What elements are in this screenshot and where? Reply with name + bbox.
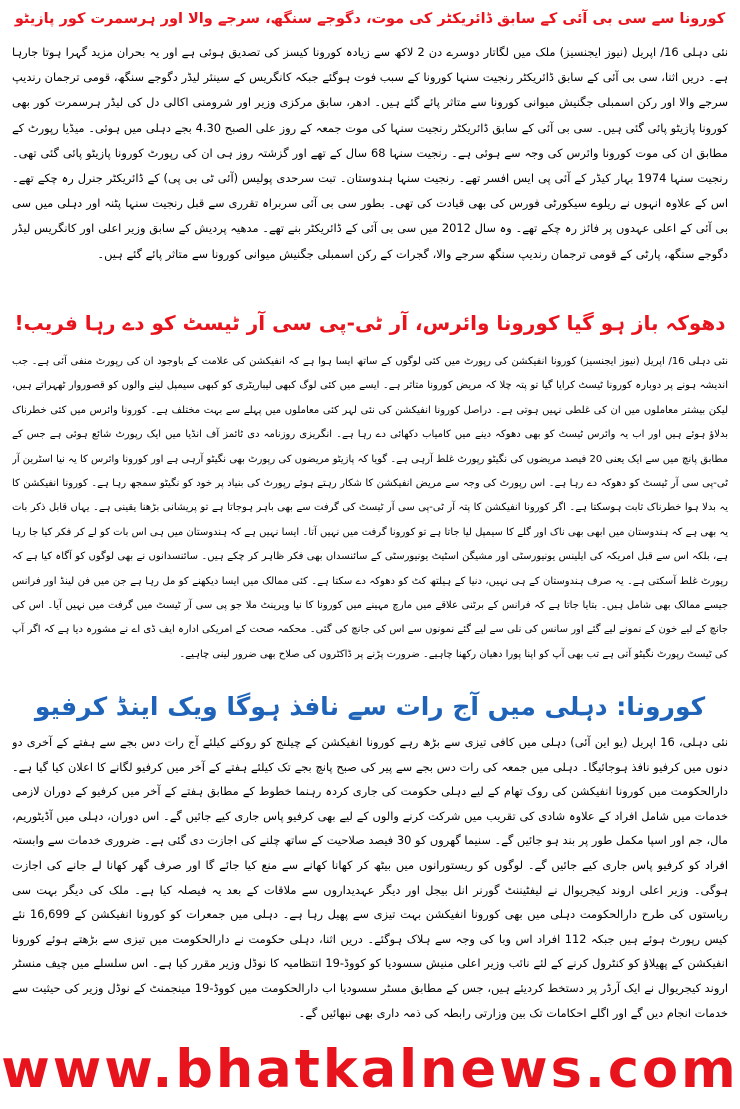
article-2-headline: دھوکہ باز ہو گیا کورونا وائرس، آر ٹی-پی سی آر ٹیسٹ کو دے رہا فریب! <box>14 311 726 335</box>
article-1-headline: کورونا سے سی بی آئی کے سابق ڈائریکٹر کی موت، دگوجے سنگھ، سرجے والا اور ہرسمرت کور پازیٹو <box>14 11 726 27</box>
article-2-body: نئی دہلی 16/ اپریل (نیوز ایجنسیز) کورونا انفیکشن کی رپورٹ میں کئی لوگوں کے ساتھ ایسا ہوا ہے کہ انفیکشن کی علامت کے باوجود ان کی رپورٹ منفی آئی ہے۔ جب اندیشہ ہونے پر دوبارہ کورونا ٹیسٹ کرایا گیا تو پتہ چلا کہ مریض کورونا متاثر ہے۔ ایسے میں کئی لوگ کبھی لیباریٹری کو کبھی سیمپل لینے والوں کو قصوروار ٹھہراتے ہیں، لیکن بیشتر معاملوں میں ان کی غلطی نہیں ہوتی ہے۔ دراصل کورونا انفیکشن کی نئی لہر کئی معاملوں میں پہلے سے بہت مختلف ہے۔ کورونا وائرس میں کئی خطرناک بدلاؤ ہوئے ہیں اور اب یہ وائرس ٹیسٹ کو بھی دھوکہ دینے میں کامیاب دکھائی دے رہا ہے۔ انگریزی روزنامہ دی ٹائمز آف انڈیا میں ایک رپورٹ شائع ہوئی ہے جس کے مطابق پانچ میں سے ایک یعنی 20 فیصد مریضوں کی نگیٹو رپورٹ غلط آرہی ہے۔ گویا کہ پازیٹو مریضوں کی رپورٹ بھی نگیٹو آرہی ہے اور کورونا وائرس کا یہ نیا اسٹرین آر ٹی-پی سی آر ٹیسٹ کو دھوکہ دے رہا ہے۔ اس رپورٹ کی وجہ سے مریض انفیکشن کا شکار رہتے ہوئے رپورٹ کی بنیاد پر خود کو نگیٹو سمجھ رہا ہے۔ کورونا انفیکشن کا یہ بدلا ہوا خطرناک ثابت ہوسکتا ہے۔ اگر کورونا انفیکشن کا پتہ آر ٹی-پی سی آر ٹیسٹ کی گرفت سے بھی باہر ہوجاتا ہے تو پریشانی بڑھنا یقینی ہے۔ یہاں قابل ذکر بات یہ بھی ہے کہ ہندوستان میں ابھی بھی ناک اور گلے کا سیمپل لیا جاتا ہے تو کورونا گرفت میں نہیں آتا۔ ایسا نہیں ہے کہ ہندوستان میں ہی اس بات کو لے کر فکر کیا جا رہا ہے، بلکہ اس سے قبل امریکہ کی ایلینس یونیورسٹی اور مشیگن اسٹیٹ یونیورسٹی کے سائنسداں بھی فکر ظاہر کر چکے ہیں۔ سائنسدانوں نے بھی لوگوں کو آگاہ کیا ہے کہ رپورٹ غلط آسکتی ہے۔ یہ صرف ہندوستان کے ہی نہیں، دنیا کے ہیلتھ کٹ کو دھوکہ دے سکتا ہے۔ کئی ممالک میں ایسا دیکھنے کو مل رہا ہے جن میں فن لینڈ اور فرانس جیسے ممالک بھی شامل ہیں۔ بتایا جاتا ہے کہ فرانس کے برٹنی علاقے میں مارچ مہینے میں کورونا کا نیا ویرینٹ ملا جو پی سی آر ٹیسٹ میں گرفت میں نہیں آیا۔ اس کی جانچ کے لیے خون کے نمونے لیے گئے اور سانس کی نلی سے لیے گئے نمونوں سے اس کی جانچ کی گئی۔ محکمہ صحت کے امریکی ادارہ ایف ڈی اے نے مشورہ دیا ہے کہ اگر آپ کی ٹیسٹ رپورٹ نگیٹو آتی ہے تب بھی آپ کو اپنا پورا دھیان رکھنا چاہیے۔ ضرورت پڑنے پر ڈاکٹروں کی صلاح بھی ضرور لینی چاہیے۔ <box>12 356 728 660</box>
article-1-body: نئی دہلی 16/ اپریل (نیوز ایجنسیز) ملک میں لگاتار دوسرے دن 2 لاکھ سے زیادہ کورونا کیسز کی تصدیق ہوئی ہے اور یہ بحران مزید گہرا ہوتا جارہا ہے۔ دریں اثنا، سی بی آئی کے سابق ڈائریکٹر رنجیت سنہا کورونا کے سبب فوت ہوگئے جبکہ کانگریس کے سینئر لیڈر دگوجے سنگھ، قومی ترجمان رندیپ سرجے والا اور رکن اسمبلی جگنیش میوانی کورونا سے متاثر پائے گئے ہیں۔ ادھر، سابق مرکزی وزیر اور شرومنی اکالی دل کی لیڈر ہرسمرت کور بھی کورونا پازیٹو پائی گئی ہیں۔ سی بی آئی کے سابق ڈائریکٹر رنجیت سنہا کی موت جمعہ کے روز علی الصبح 4.30 بجے دہلی میں ہوئی۔ میڈیا رپورٹ کے مطابق ان کی موت کورونا وائرس کی وجہ سے ہوئی ہے۔ رنجیت سنہا 68 سال کے تھے اور گزشتہ روز ہی ان کی رپورٹ کورونا پازیٹو پائی گئی تھی۔ رنجیت سنہا 1974 بہار کیڈر کے آئی پی ایس افسر تھے۔ رنجیت سنہا ہندوستان۔ تبت سرحدی پولیس (آئی ٹی بی پی) کے ڈائریکٹر جنرل رہ چکے تھے۔ اس کے علاوہ انہوں نے ریلوے سیکورٹی فورس کی بھی قیادت کی تھی۔ بطور سی بی آئی سربراہ تقرری سے قبل رنجیت سنہا پٹنہ اور دہلی میں سی بی آئی کے اعلی عہدوں پر فائز رہ چکے تھے۔ وہ سال 2012 میں سی بی آئی کے ڈائریکٹر بنے تھے۔ مدھیہ پردیش کے سابق وزیر اعلی اور کانگریس لیڈر دگوجے سنگھ، پارٹی کے قومی ترجمان رندیپ سنگھ سرجے والا، گجرات کے رکن اسمبلی جگنیش میوانی کورونا سے متاثر پائے گئے ہیں۔ <box>12 45 728 261</box>
website-url-banner: www.bhatkalnews.com <box>1 1039 739 1100</box>
article-3-body: نئی دہلی، 16 اپریل (یو این آئی) دہلی میں کافی تیزی سے بڑھ رہے کورونا انفیکشن کے چیلنج کو روکنے کیلئے آج رات دس بجے سے ہفتے کے آخری دو دنوں میں کرفیو نافذ ہوجائیگا۔ دہلی میں جمعہ کی رات دس بجے سے پیر کی صبح پانچ بجے تک کیلئے ہفتے کے آخر میں کرفیو لگانے کا اعلان کیا گیا ہے۔ دارالحکومت میں کورونا انفیکشن کی روک تھام کے لیے دہلی حکومت کی جاری کردہ رہنما خطوط کے مطابق ہفتے کے آخر میں کرفیو کے دوران لازمی خدمات میں شامل افراد کے علاوہ شادی کی تقریب میں شرکت کرنے والوں کے لیے بھی کرفیو پاس جاری کیے جائیں گے۔ اس دوران، دہلی میں آڈیٹوریم، مال، جم اور اسپا مکمل طور پر بند ہو جائیں گے۔ سنیما گھروں کو 30 فیصد صلاحیت کے ساتھ چلنے کی اجازت دی گئی ہے۔ ضروری خدمات سے وابستہ افراد کو کرفیو پاس جاری کیے جائیں گے۔ لوگوں کو ریستورانوں میں بیٹھ کر کھانا کھانے سے منع کیا جائے گا اور صرف گھر کھانا لے جانے کی اجازت ہوگی۔ وزیر اعلی اروند کیجریوال نے لیفٹیننٹ گورنر انل بیجل اور دیگر عہدیداروں سے ملاقات کے بعد یہ فیصلہ کیا ہے۔ ملک کی دیگر بہت سی ریاستوں کی طرح دارالحکومت دہلی میں بھی کورونا انفیکشن بہت تیزی سے پھیل رہا ہے۔ دہلی میں جمعرات کو کورونا انفیکشن کے 16,699 نئے کیس رپورٹ ہوئے ہیں جبکہ 112 افراد اس وبا کی وجہ سے ہلاک ہوگئے۔ دریں اثنا، دہلی حکومت نے دارالحکومت میں تیزی سے بڑھتے ہوئے کورونا انفیکشن کے پھیلاؤ کو کنٹرول کرنے کے لئے نائب وزیر اعلی منیش سسودیا کو کووڈ-19 انتظامیہ کا نوڈل وزیر مقرر کیا ہے۔ اس سلسلے میں چیف منسٹر اروند کیجریوال نے ایک آرڈر پر دستخط کردیئے ہیں، جس کے مطابق مسٹر سسودیا اب دارالحکومت میں کووڈ-19 مینجمنٹ کے نوڈل وزیر کی حیثیت سے خدمات انجام دیں گے اور اگلے احکامات تک بین وزارتی رابطہ کی ذمہ داری بھی نبھائیں گے۔ <box>12 735 728 1020</box>
article-3-headline: کورونا: دہلی میں آج رات سے نافذ ہوگا ویک اینڈ کرفیو <box>34 692 706 721</box>
